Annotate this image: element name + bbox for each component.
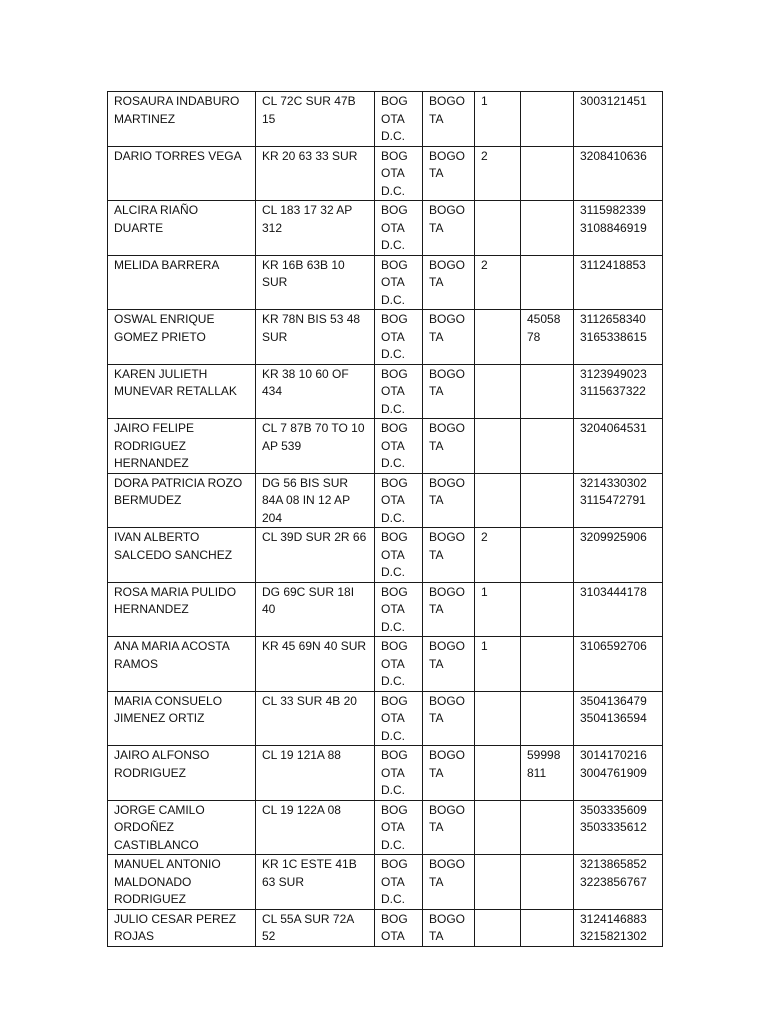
address-cell: CL 19 121A 88 — [256, 746, 375, 801]
phone-cell — [521, 909, 574, 946]
records-table — [107, 91, 663, 947]
name-cell: ALCIRA RIAÑO DUARTE — [108, 201, 256, 256]
address-cell: KR 78N BIS 53 48 SUR — [256, 310, 375, 365]
name-cell: DORA PATRICIA ROZO BERMUDEZ — [108, 473, 256, 528]
address-cell: CL 33 SUR 4B 20 — [256, 691, 375, 746]
mobile-cell: 3106592706 — [574, 637, 663, 692]
department-cell: BOGO TA — [423, 691, 475, 746]
department-cell: BOGO TA — [423, 909, 475, 946]
count-cell — [475, 310, 521, 365]
city-cell: BOG OTA D.C. — [375, 146, 423, 201]
name-cell: JAIRO ALFONSO RODRIGUEZ — [108, 746, 256, 801]
table-row — [108, 746, 663, 801]
mobile-cell: 3503335609 3503335612 — [574, 800, 663, 855]
name-cell: JORGE CAMILO ORDOÑEZ CASTIBLANCO — [108, 800, 256, 855]
count-cell: 2 — [475, 255, 521, 310]
department-cell: BOGO TA — [423, 255, 475, 310]
table-row — [108, 637, 663, 692]
name-cell: KAREN JULIETH MUNEVAR RETALLAK — [108, 364, 256, 419]
address-cell: KR 1C ESTE 41B 63 SUR — [256, 855, 375, 910]
records-table-body — [108, 92, 663, 947]
department-cell: BOGO TA — [423, 364, 475, 419]
address-cell: KR 16B 63B 10 SUR — [256, 255, 375, 310]
address-cell: CL 39D SUR 2R 66 — [256, 528, 375, 583]
mobile-cell: 3208410636 — [574, 146, 663, 201]
city-cell: BOG OTA D.C. — [375, 855, 423, 910]
mobile-cell: 3014170216 3004761909 — [574, 746, 663, 801]
city-cell: BOG OTA D.C. — [375, 582, 423, 637]
department-cell: BOGO TA — [423, 746, 475, 801]
name-cell: OSWAL ENRIQUE GOMEZ PRIETO — [108, 310, 256, 365]
table-row — [108, 364, 663, 419]
mobile-cell: 3504136479 3504136594 — [574, 691, 663, 746]
name-cell: IVAN ALBERTO SALCEDO SANCHEZ — [108, 528, 256, 583]
mobile-cell: 3214330302 3115472791 — [574, 473, 663, 528]
count-cell — [475, 419, 521, 474]
phone-cell — [521, 855, 574, 910]
name-cell: ANA MARIA ACOSTA RAMOS — [108, 637, 256, 692]
department-cell: BOGO TA — [423, 473, 475, 528]
mobile-cell: 3112658340 3165338615 — [574, 310, 663, 365]
count-cell: 1 — [475, 582, 521, 637]
department-cell: BOGO TA — [423, 800, 475, 855]
table-row — [108, 92, 663, 147]
table-row — [108, 691, 663, 746]
city-cell: BOG OTA — [375, 909, 423, 946]
count-cell: 1 — [475, 637, 521, 692]
table-row — [108, 310, 663, 365]
phone-cell: 45058 78 — [521, 310, 574, 365]
phone-cell: 59998 811 — [521, 746, 574, 801]
name-cell: MANUEL ANTONIO MALDONADO RODRIGUEZ — [108, 855, 256, 910]
address-cell: KR 38 10 60 OF 434 — [256, 364, 375, 419]
name-cell: MELIDA BARRERA — [108, 255, 256, 310]
count-cell — [475, 201, 521, 256]
city-cell: BOG OTA D.C. — [375, 473, 423, 528]
phone-cell — [521, 146, 574, 201]
address-cell: CL 19 122A 08 — [256, 800, 375, 855]
phone-cell — [521, 637, 574, 692]
name-cell: ROSAURA INDABURO MARTINEZ — [108, 92, 256, 147]
table-row — [108, 419, 663, 474]
city-cell: BOG OTA D.C. — [375, 201, 423, 256]
address-cell: KR 20 63 33 SUR — [256, 146, 375, 201]
department-cell: BOGO TA — [423, 637, 475, 692]
department-cell: BOGO TA — [423, 419, 475, 474]
city-cell: BOG OTA D.C. — [375, 255, 423, 310]
city-cell: BOG OTA D.C. — [375, 637, 423, 692]
phone-cell — [521, 255, 574, 310]
phone-cell — [521, 473, 574, 528]
city-cell: BOG OTA D.C. — [375, 419, 423, 474]
city-cell: BOG OTA D.C. — [375, 310, 423, 365]
city-cell: BOG OTA D.C. — [375, 691, 423, 746]
phone-cell — [521, 419, 574, 474]
address-cell: DG 69C SUR 18I 40 — [256, 582, 375, 637]
count-cell: 2 — [475, 528, 521, 583]
city-cell: BOG OTA D.C. — [375, 800, 423, 855]
phone-cell — [521, 691, 574, 746]
count-cell — [475, 909, 521, 946]
name-cell: JAIRO FELIPE RODRIGUEZ HERNANDEZ — [108, 419, 256, 474]
phone-cell — [521, 800, 574, 855]
count-cell — [475, 855, 521, 910]
mobile-cell: 3003121451 — [574, 92, 663, 147]
count-cell — [475, 473, 521, 528]
department-cell: BOGO TA — [423, 855, 475, 910]
address-cell: KR 45 69N 40 SUR — [256, 637, 375, 692]
phone-cell — [521, 364, 574, 419]
mobile-cell: 3103444178 — [574, 582, 663, 637]
department-cell: BOGO TA — [423, 528, 475, 583]
phone-cell — [521, 582, 574, 637]
name-cell: ROSA MARIA PULIDO HERNANDEZ — [108, 582, 256, 637]
phone-cell — [521, 528, 574, 583]
name-cell: MARIA CONSUELO JIMENEZ ORTIZ — [108, 691, 256, 746]
phone-cell — [521, 201, 574, 256]
mobile-cell: 3204064531 — [574, 419, 663, 474]
table-row — [108, 146, 663, 201]
mobile-cell: 3115982339 3108846919 — [574, 201, 663, 256]
address-cell: CL 7 87B 70 TO 10 AP 539 — [256, 419, 375, 474]
department-cell: BOGO TA — [423, 310, 475, 365]
department-cell: BOGO TA — [423, 201, 475, 256]
city-cell: BOG OTA D.C. — [375, 364, 423, 419]
address-cell: DG 56 BIS SUR 84A 08 IN 12 AP 204 — [256, 473, 375, 528]
city-cell: BOG OTA D.C. — [375, 528, 423, 583]
count-cell — [475, 364, 521, 419]
table-row — [108, 909, 663, 946]
city-cell: BOG OTA D.C. — [375, 746, 423, 801]
count-cell: 1 — [475, 92, 521, 147]
city-cell: BOG OTA D.C. — [375, 92, 423, 147]
department-cell: BOGO TA — [423, 92, 475, 147]
count-cell — [475, 691, 521, 746]
mobile-cell: 3124146883 3215821302 — [574, 909, 663, 946]
table-row — [108, 255, 663, 310]
table-row — [108, 473, 663, 528]
table-row — [108, 201, 663, 256]
department-cell: BOGO TA — [423, 146, 475, 201]
name-cell: JULIO CESAR PEREZ ROJAS — [108, 909, 256, 946]
table-row — [108, 528, 663, 583]
table-row — [108, 800, 663, 855]
address-cell: CL 183 17 32 AP 312 — [256, 201, 375, 256]
count-cell — [475, 800, 521, 855]
name-cell: DARIO TORRES VEGA — [108, 146, 256, 201]
address-cell: CL 55A SUR 72A 52 — [256, 909, 375, 946]
mobile-cell: 3123949023 3115637322 — [574, 364, 663, 419]
phone-cell — [521, 92, 574, 147]
table-row — [108, 582, 663, 637]
mobile-cell: 3112418853 — [574, 255, 663, 310]
count-cell — [475, 746, 521, 801]
mobile-cell: 3209925906 — [574, 528, 663, 583]
mobile-cell: 3213865852 3223856767 — [574, 855, 663, 910]
department-cell: BOGO TA — [423, 582, 475, 637]
address-cell: CL 72C SUR 47B 15 — [256, 92, 375, 147]
count-cell: 2 — [475, 146, 521, 201]
table-row — [108, 855, 663, 910]
